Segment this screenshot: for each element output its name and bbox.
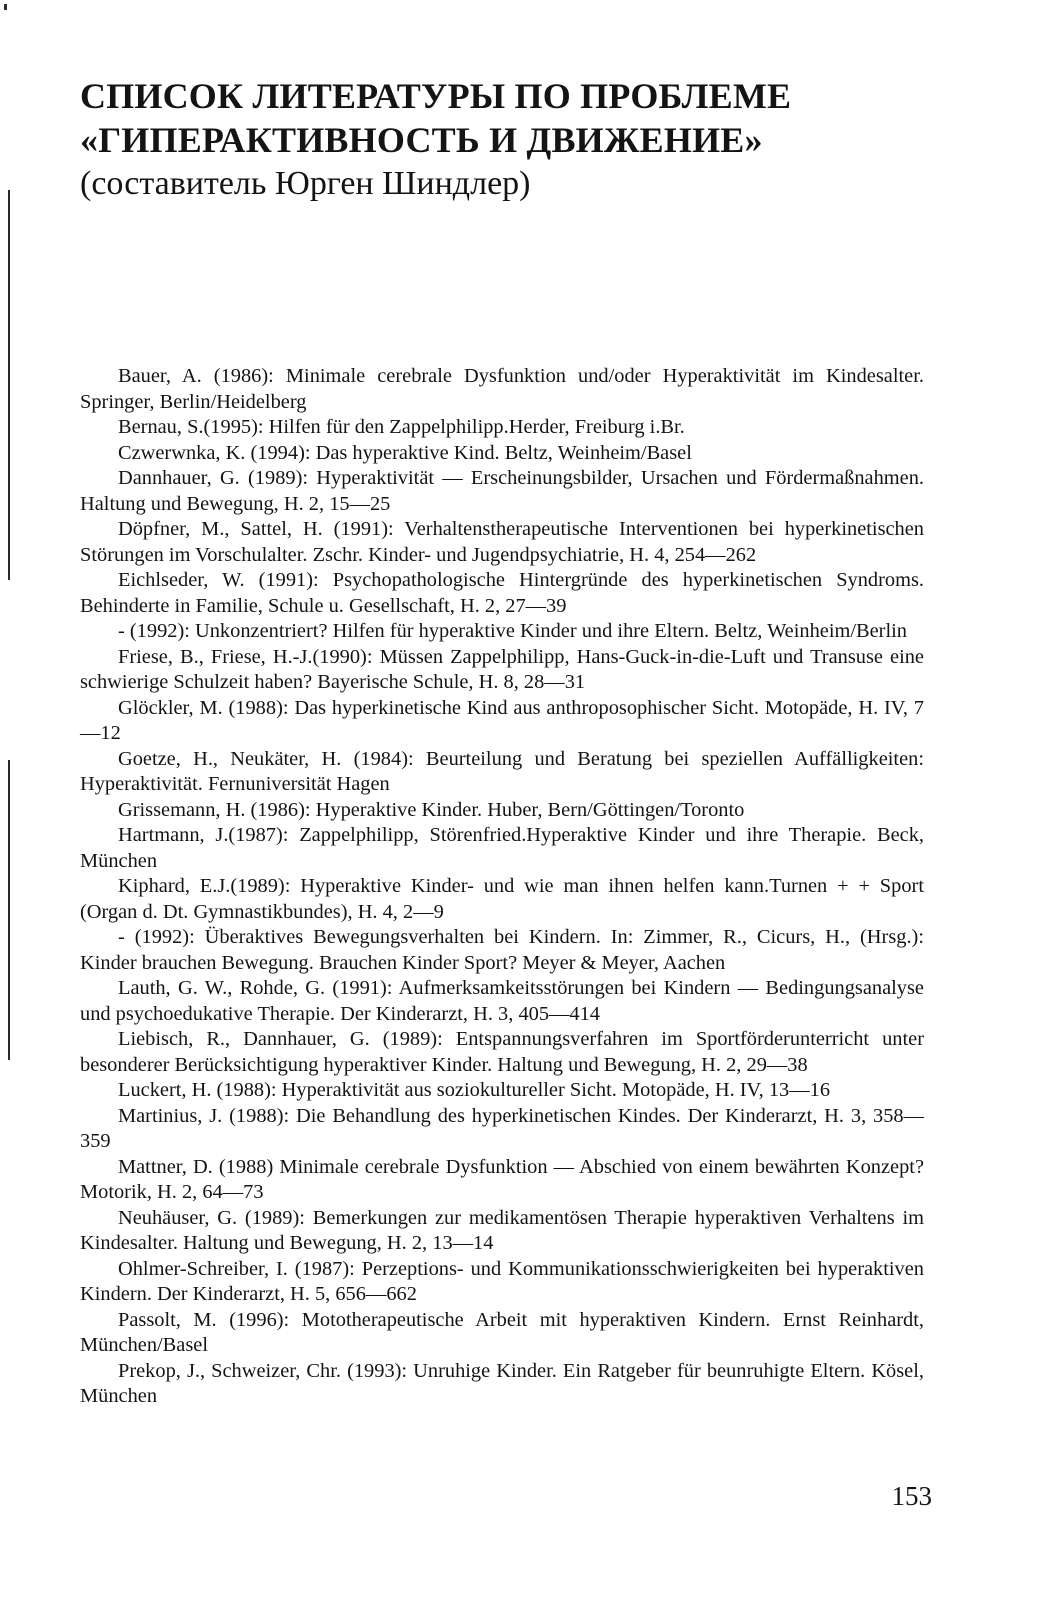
reference-entry: Friese, B., Friese, H.-J.(1990): Müssen Zappelphilipp, Hans-Guck-in-die-Luft und Transuse eine schwierige Schulzeit haben? Bayerische Schule, H. 8, 28—31 — [80, 645, 924, 693]
page-subtitle: (составитель Юрген Шиндлер) — [80, 165, 531, 202]
page-number: 153 — [891, 1481, 932, 1511]
reference-entry: Martinius, J. (1988): Die Behandlung des hyperkinetischen Kindes. Der Kinderarzt, H. 3, 358—359 — [80, 1104, 924, 1152]
reference-entry: Mattner, D. (1988) Minimale cerebrale Dysfunktion — Abschied von einem bewährten Konzept? Motorik, H. 2, 64—73 — [80, 1155, 924, 1203]
reference-entry: Bernau, S.(1995): Hilfen für den Zappelphilipp.Herder, Freiburg i.Br. — [118, 416, 685, 438]
reference-entry: Prekop, J., Schweizer, Chr. (1993): Unruhige Kinder. Ein Ratgeber für beunruhigte Eltern. Kösel, München — [80, 1359, 924, 1407]
reference-entry: Glöckler, M. (1988): Das hyperkinetische Kind aus anthroposophischer Sicht. Motopäde, H. IV, 7—12 — [80, 696, 924, 744]
reference-entry: Czwerwnka, K. (1994): Das hyperaktive Kind. Beltz, Weinheim/Basel — [118, 441, 692, 464]
reference-entry: Ohlmer-Schreiber, I. (1987): Perzeptions- und Kommunikationsschwierigkeiten bei hyperaktiven Kindern. Der Kinderarzt, H. 5, 656—662 — [80, 1257, 924, 1305]
reference-entry: Kiphard, E.J.(1989): Hyperaktive Kinder- und wie man ihnen helfen kann.Turnen + + Sport (Organ d. Dt. Gymnastikbundes), H. 4, 2—9 — [80, 875, 924, 923]
reference-entry: - (1992): Unkonzentriert? Hilfen für hyperaktive Kinder und ihre Eltern. Beltz, Weinheim/Berlin — [118, 620, 908, 642]
reference-entry: Goetze, H., Neukäter, H. (1984): Beurteilung und Beratung bei speziellen Auffälligkeiten: Hyperaktivität. Fernuniversität Hagen — [80, 747, 924, 795]
reference-entry: Passolt, M. (1996): Mototherapeutische Arbeit mit hyperaktiven Kindern. Ernst Reinhardt, München/Basel — [80, 1308, 924, 1356]
reference-entry: Eichlseder, W. (1991): Psychopathologische Hintergründe des hyperkinetischen Syndroms. Behinderte in Familie, Schule u. Gesellschaft, H. 2, 27—39 — [80, 569, 924, 617]
reference-entry: Lauth, G. W., Rohde, G. (1991): Aufmerksamkeitsstörungen bei Kindern — Bedingungsanalyse und psychoedukative Therapie. Der Kinderarzt, H. 3, 405—414 — [80, 977, 924, 1025]
reference-entry: Hartmann, J.(1987): Zappelphilipp, Störenfried.Hyperaktive Kinder und ihre Therapie. Beck, München — [80, 824, 924, 872]
scan-margin-line-lower — [8, 760, 10, 1060]
reference-entry: Grissemann, H. (1986): Hyperaktive Kinder. Huber, Bern/Göttingen/Toronto — [118, 798, 745, 821]
reference-entry: Neuhäuser, G. (1989): Bemerkungen zur medikamentösen Therapie hyperaktiven Verhaltens im Kindesalter. Haltung und Bewegung, H. 2, 13—14 — [80, 1206, 924, 1254]
reference-entry: Döpfner, M., Sattel, H. (1991): Verhaltenstherapeutische Interventionen bei hyperkinetischen Störungen im Vorschulalter. Zschr. Kinder- und Jugendpsychiatrie, H. 4, 254—262 — [80, 518, 924, 566]
reference-list — [80, 364, 924, 1410]
scan-speck — [4, 4, 7, 10]
page-title-line-1: СПИСОК ЛИТЕРАТУРЫ ПО ПРОБЛЕМЕ — [80, 76, 792, 116]
reference-entry: Dannhauer, G. (1989): Hyperaktivität — Erscheinungsbilder, Ursachen und Fördermaßnahmen. Haltung und Bewegung, H. 2, 15—25 — [80, 467, 924, 515]
bibliography-header — [80, 74, 960, 206]
reference-entry: Bauer, A. (1986): Minimale cerebrale Dysfunktion und/oder Hyperaktivität im Kindesalter. Springer, Berlin/Heidelberg — [80, 365, 924, 413]
reference-entry: - (1992): Überaktives Bewegungsverhalten bei Kindern. In: Zimmer, R., Cicurs, H., (Hrsg.): Kinder brauchen Bewegung. Brauchen Kinder Sport? Meyer & Meyer, Aachen — [80, 926, 924, 974]
reference-entry: Luckert, H. (1988): Hyperaktivität aus soziokultureller Sicht. Motopäde, H. IV, 13—16 — [118, 1079, 831, 1101]
scan-margin-line — [8, 190, 10, 580]
reference-entry: Liebisch, R., Dannhauer, G. (1989): Entspannungsverfahren im Sportförderunterricht unter besonderer Berücksichtigung hyperaktiver Kinder. Haltung und Bewegung, H. 2, 29—38 — [80, 1028, 924, 1076]
page-title-line-2: «ГИПЕРАКТИВНОСТЬ И ДВИЖЕНИЕ» — [80, 120, 763, 160]
